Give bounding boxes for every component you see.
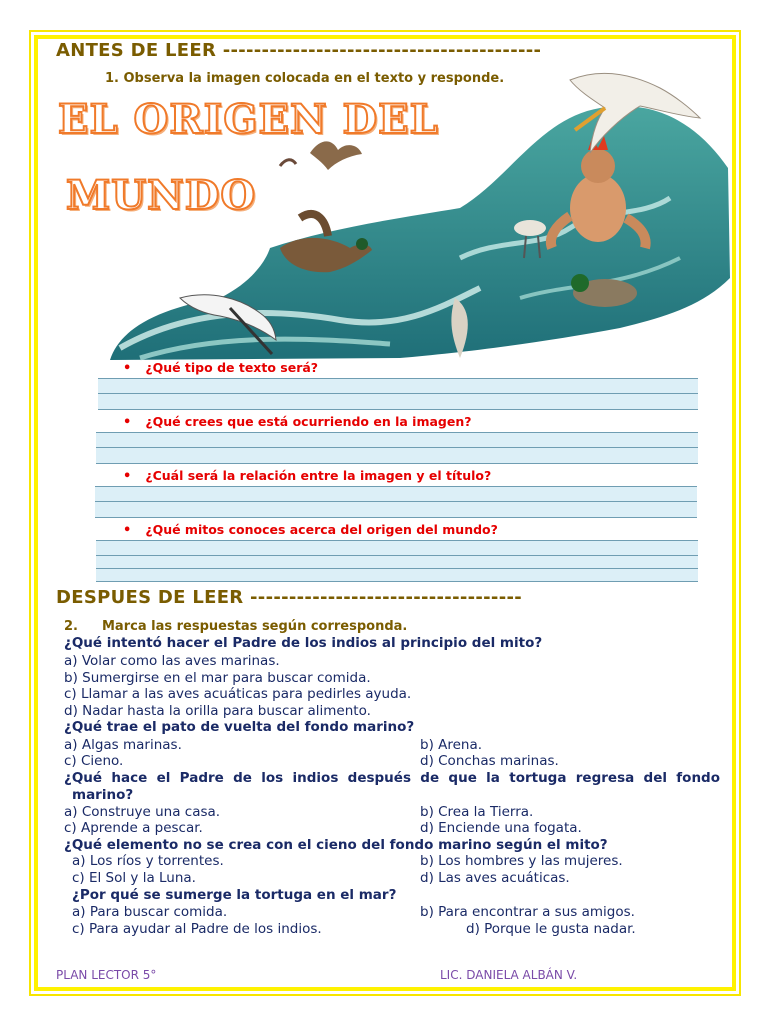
q5-option-c[interactable]: c) Para ayudar al Padre de los indios. (72, 921, 322, 937)
before-reading-title: ANTES DE LEER ----------------------------------------- (56, 40, 542, 61)
answer-band-2[interactable] (96, 432, 698, 464)
q2-option-c[interactable]: c) Cieno. (64, 753, 124, 769)
q3-option-c[interactable]: c) Aprende a pescar. (64, 820, 203, 836)
story-title-line2: MUNDO (66, 172, 257, 219)
q1-question: ¿Qué intentó hacer el Padre de los indios al principio del mito? (64, 635, 543, 651)
q1-option-b[interactable]: b) Sumergirse en el mar para buscar comida. (64, 670, 371, 686)
q4-question: ¿Qué elemento no se crea con el cieno del fondo marino según el mito? (64, 837, 608, 853)
q1-option-c[interactable]: c) Llamar a las aves acuáticas para pedirles ayuda. (64, 686, 412, 702)
question-relation: • ¿Cuál será la relación entre la imagen y el título? (123, 468, 491, 484)
q3-option-b[interactable]: b) Crea la Tierra. (420, 804, 534, 820)
story-title-line1: EL ORIGEN DEL (58, 96, 439, 143)
q2-option-d[interactable]: d) Conchas marinas. (420, 753, 559, 769)
question-myths: • ¿Qué mitos conoces acerca del origen del mundo? (123, 522, 498, 538)
q3-option-d[interactable]: d) Enciende una fogata. (420, 820, 582, 836)
footer-left: PLAN LECTOR 5° (56, 968, 157, 982)
question-whats-happening: • ¿Qué crees que está ocurriendo en la imagen? (123, 414, 472, 430)
question-text-type: • ¿Qué tipo de texto será? (123, 360, 318, 376)
after-reading-title: DESPUES DE LEER ----------------------------------- (56, 587, 523, 608)
q4-option-d[interactable]: d) Las aves acuáticas. (420, 870, 570, 886)
q2-option-b[interactable]: b) Arena. (420, 737, 483, 753)
q5-question: ¿Por qué se sumerge la tortuga en el mar? (72, 887, 397, 903)
footer-right: LIC. DANIELA ALBÁN V. (440, 968, 578, 982)
q5-option-a[interactable]: a) Para buscar comida. (72, 904, 228, 920)
q1-option-d[interactable]: d) Nadar hasta la orilla para buscar alimento. (64, 703, 371, 719)
after-instruction-number: 2. (64, 619, 78, 634)
q1-option-a[interactable]: a) Volar como las aves marinas. (64, 653, 280, 669)
answer-band-4[interactable] (96, 540, 698, 582)
q3-option-a[interactable]: a) Construye una casa. (64, 804, 221, 820)
flying-bird-small (280, 141, 362, 170)
q2-option-a[interactable]: a) Algas marinas. (64, 737, 182, 753)
before-instruction: 1. Observa la imagen colocada en el texto y responde. (105, 71, 505, 86)
after-instruction: Marca las respuestas según corresponda. (102, 619, 408, 634)
q3-question-line1: ¿Qué hace el Padre de los indios después de que la tortuga regresa del fondo (64, 770, 720, 786)
q4-option-b[interactable]: b) Los hombres y las mujeres. (420, 853, 623, 869)
q5-option-d[interactable]: d) Porque le gusta nadar. (466, 921, 636, 937)
q4-option-c[interactable]: c) El Sol y la Luna. (72, 870, 196, 886)
q4-option-a[interactable]: a) Los ríos y torrentes. (72, 853, 224, 869)
q5-option-b[interactable]: b) Para encontrar a sus amigos. (420, 904, 635, 920)
answer-band-1[interactable] (98, 378, 698, 410)
answer-band-3[interactable] (95, 486, 697, 518)
q3-question-line2: marino? (72, 787, 134, 803)
q2-question: ¿Qué trae el pato de vuelta del fondo marino? (64, 719, 415, 735)
